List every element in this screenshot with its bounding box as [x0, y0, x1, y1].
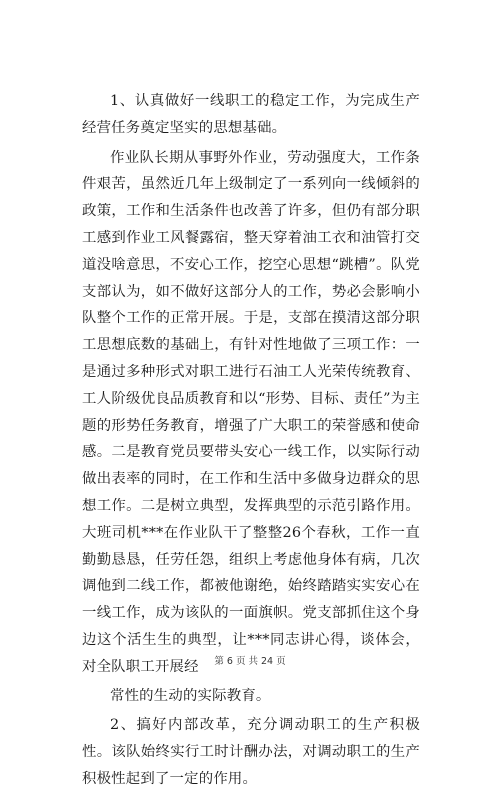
- paragraph-heading-2: 2、搞好内部改革，充分调动职工的生产积极性。该队始终实行工时计酬办法，对调动职工的生产积极性起到了一定的作用。: [82, 717, 420, 787]
- page-footer: 第 6 页 共 24 页: [214, 656, 286, 667]
- paragraph-heading-1: 1、认真做好一线职工的稳定工作，为完成生产经营任务奠定坚实的思想基础。: [82, 93, 420, 136]
- paragraph-body-1-continued: 常性的生动的实际教育。: [110, 687, 271, 704]
- paragraph-body-1: 作业队长期从事野外作业，劳动强度大，工作条件艰苦，虽然近几年上级制定了一系列向一线倾斜的政策，工作和生活条件也改善了许多，但仍有部分职工感到作业工风餐露宿，整天穿着油工衣和油管打交道没啥意思，不安心工作，挖空心思想“跳槽”。队党支部认为，如不做好这部分人的工作，势必会影响小队整个工作的正常开展。于是，支部在摸清这部分职工思想底数的基础上，有针对性地做了三项工作：一是通过多种形式对职工进行石油工人光荣传统教育、工人阶级优良品质教育和以“形势、目标、责任”为主题的形势任务教育，增强了广大职工的荣誉感和使命感。二是教育党员要带头安心一线工作，以实际行动做出表率的同时，在工作和生活中多做身边群众的思想工作。二是树立典型，发挥典型的示范引路作用。大班司机***在作业队干了整整26个春秋，工作一直勤勤恳恳，任劳任怨，组织上考虑他身体有病，几次调他到二线工作，都被他谢绝，始终踏踏实实安心在一线工作，成为该队的一面旗帜。党支部抓住这个身边这个活生生的典型，让***同志讲心得，谈体会，对全队职工开展经: [82, 149, 420, 675]
- document-body: [82, 88, 420, 793]
